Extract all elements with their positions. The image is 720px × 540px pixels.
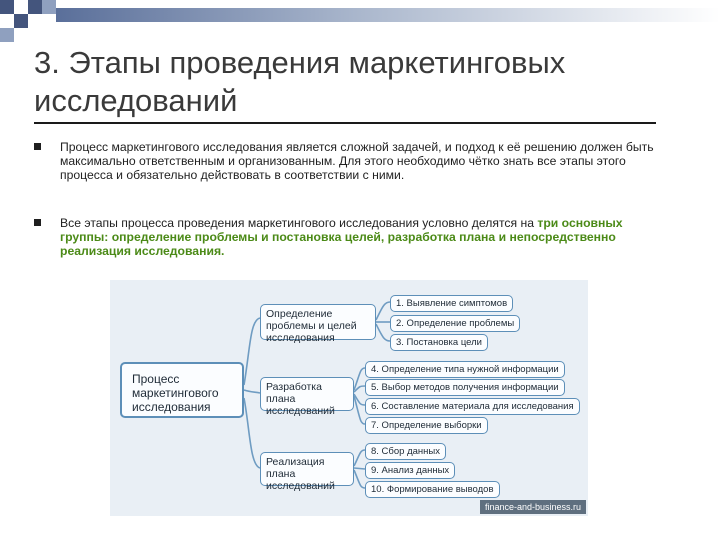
connector-root-group2	[244, 390, 260, 393]
step-node-1: 1. Выявление симптомов	[390, 295, 513, 312]
root-node: Процесс маркетингового исследования	[120, 362, 244, 418]
bullet-text-2-plain: Все этапы процесса проведения маркетингового исследования условно делятся на	[60, 216, 534, 230]
step-node-10: 10. Формирование выводов	[365, 481, 500, 498]
group-node-3: Реализация плана исследований	[260, 452, 354, 486]
bullet-text-2-highlight: три основных группы: определение проблемы и постановка целей, разработка плана и непосредственно реализация исследования.	[60, 216, 623, 258]
connector-root-group1	[244, 318, 260, 385]
slide-title: 3. Этапы проведения маркетинговых исследований	[34, 45, 566, 118]
step-node-4: 4. Определение типа нужной информации	[365, 361, 565, 378]
bullet-text-1: Процесс маркетингового исследования является сложной задачей, и подход к её решению должен быть максимально ответственным и организованным. Для этого необходимо чётко знать все этапы этого процесса и обязательно действовать в соответствии с ними.	[60, 140, 654, 182]
step-node-5: 5. Выбор методов получения информации	[365, 379, 565, 396]
step-node-6: 6. Составление материала для исследования	[365, 398, 580, 415]
step-node-2: 2. Определение проблемы	[390, 315, 520, 332]
bullet-item-2	[34, 216, 664, 258]
step-node-9: 9. Анализ данных	[365, 462, 455, 479]
source-watermark: finance-and-business.ru	[480, 500, 586, 514]
group-node-2: Разработка плана исследований	[260, 377, 354, 411]
connector-g3-step9	[354, 468, 365, 469]
title-underline	[34, 122, 656, 124]
connector-g3-step10	[354, 470, 365, 488]
step-node-3: 3. Постановка цели	[390, 334, 488, 351]
connector-g1-step3	[376, 324, 390, 341]
corner-checker-decoration	[0, 0, 720, 46]
connector-g2-step7	[354, 396, 365, 424]
process-diagram	[110, 280, 588, 516]
bullet-item-1	[34, 140, 664, 182]
connector-root-group3	[244, 398, 260, 468]
step-node-8: 8. Сбор данных	[365, 443, 446, 460]
connector-g3-step8	[354, 450, 365, 466]
step-node-7: 7. Определение выборки	[365, 417, 488, 434]
group-node-1: Определение проблемы и целей исследования	[260, 304, 376, 340]
bullet-text-2	[60, 216, 664, 258]
square-bullet-icon	[34, 143, 41, 150]
square-bullet-icon	[34, 219, 41, 226]
connector-g1-step1	[376, 302, 390, 320]
